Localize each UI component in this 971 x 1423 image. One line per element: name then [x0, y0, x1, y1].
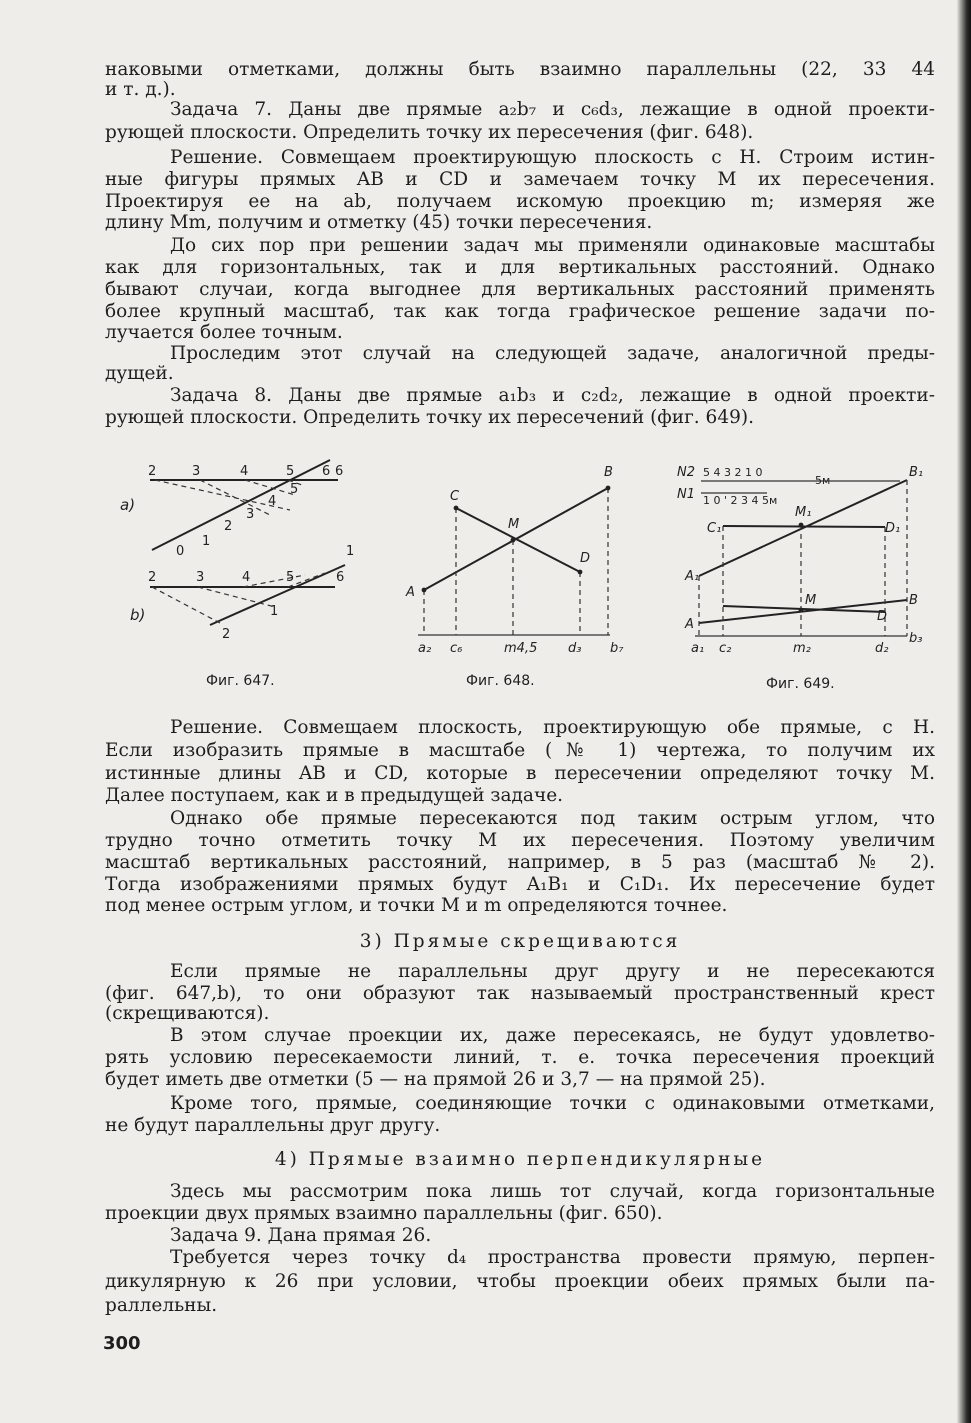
- fig649-scale-ticks: 1 0 ' 2 3 4 5м: [703, 494, 778, 507]
- fig649-scale-label: N2: [677, 465, 695, 480]
- fig647-b-mark: 1: [346, 544, 355, 559]
- fig647-a-top: 3: [192, 464, 201, 479]
- text-line: Если прямые не параллельны друг другу и не пересекаются: [170, 961, 935, 982]
- fig649-point: D₁: [885, 521, 901, 536]
- fig649-base: d₂: [875, 641, 889, 656]
- fig649-point: B: [909, 593, 918, 608]
- fig647-a-low: 1: [202, 534, 211, 549]
- text-line: Если изобразить прямые в масштабе (№ 1) чертежа, то получим их: [105, 740, 935, 761]
- text-line: Проектируя ее на ab, получаем искомую проекцию m; измеряя же: [105, 191, 935, 212]
- fig647-a-top: 5: [286, 464, 295, 479]
- text-line: истинные длины AB и CD, которые в пересечении определяют точку M.: [105, 763, 935, 784]
- fig649-scale-ticks: 5 4 3 2 1 0: [703, 466, 763, 479]
- text-line: дикулярную к 26 при условии, чтобы проекции обеих прямых были па-: [105, 1271, 935, 1292]
- text-line: Требуется через точку d₄ пространства провести прямую, перпен-: [170, 1247, 935, 1268]
- fig649-scale-label: N1: [677, 487, 695, 502]
- text-line: Решение. Совмещаем плоскость, проектирующую обе прямые, с H.: [170, 717, 935, 738]
- fig648-base: b₇: [610, 641, 624, 656]
- text-line: Проследим этот случай на следующей задаче, аналогичной преды-: [170, 343, 935, 364]
- fig648-point: D: [580, 551, 591, 566]
- fig647-b-top: 4: [242, 570, 251, 585]
- text-line: До сих пор при решении задач мы применяли одинаковые масштабы: [170, 235, 935, 256]
- text-line: наковыми отметками, должны быть взаимно параллельны (22, 33 44: [105, 59, 935, 80]
- fig647-b-top: 6: [336, 570, 345, 585]
- text-line: раллельны.: [105, 1295, 218, 1316]
- fig649-point: A₁: [685, 569, 700, 584]
- figure-caption: Фиг. 647.: [206, 673, 275, 689]
- text-line: Здесь мы рассмотрим пока лишь тот случай, когда горизонтальные: [170, 1181, 935, 1202]
- text-line: бывают случаи, когда выгоднее для вертикальных расстояний применять: [105, 279, 935, 300]
- text-line: В этом случае проекции их, даже пересекаясь, не будут удовлетво-: [170, 1025, 935, 1046]
- text-line: рующей плоскости. Определить точку их пересечений (фиг. 649).: [105, 407, 754, 428]
- fig648-base: a₂: [418, 641, 432, 656]
- fig647-a-top: 4: [240, 464, 249, 479]
- text-line: Однако обе прямые пересекаются под таким острым углом, что: [170, 808, 935, 829]
- fig647-a-low: 0: [176, 544, 185, 559]
- figure-caption: Фиг. 648.: [466, 673, 535, 689]
- fig647-b-top: 2: [148, 570, 157, 585]
- text-line: Задача 8. Даны две прямые a₁b₃ и c₂d₂, лежащие в одной проекти-: [170, 385, 935, 406]
- fig647-b-top: 3: [196, 570, 205, 585]
- text-line: Кроме того, прямые, соединяющие точки с одинаковыми отметками,: [170, 1093, 935, 1114]
- fig647-b-low: 2: [222, 627, 231, 642]
- fig648-point: C: [450, 489, 460, 504]
- text-line: Тогда изображениями прямых будут A₁B₁ и C₁D₁. Их пересечение будет: [105, 874, 935, 895]
- fig647-b-low: 1: [270, 604, 279, 619]
- text-line: будет иметь две отметки (5 — на прямой 26 и 3,7 — на прямой 25).: [105, 1069, 766, 1090]
- fig647-b-top: 5: [286, 570, 295, 585]
- text-line: лучается более точным.: [105, 322, 343, 343]
- fig648-point: A: [406, 585, 415, 600]
- fig647-a-low: 5: [290, 482, 299, 497]
- text-line: трудно точно отметить точку M их пересечения. Поэтому увеличим: [105, 830, 935, 851]
- text-line: ные фигуры прямых AB и CD и замечаем точку M их пересечения.: [105, 169, 935, 190]
- text-line: как для горизонтальных, так и для вертикальных расстояний. Однако: [105, 257, 935, 278]
- text-line: Задача 7. Даны две прямые a₂b₇ и c₆d₃, лежащие в одной проекти-: [170, 99, 935, 120]
- fig647-a-top: 6: [322, 464, 331, 479]
- text-line: (скрещиваются).: [105, 1003, 270, 1024]
- text-line: более крупный масштаб, так как тогда графическое решение задачи по-: [105, 301, 935, 322]
- text-line: Задача 9. Дана прямая 26.: [170, 1225, 432, 1246]
- text-line: проекции двух прямых взаимно параллельны (фиг. 650).: [105, 1203, 663, 1224]
- figure-647: [110, 455, 360, 665]
- fig648-point: M: [508, 517, 520, 532]
- text-line: Решение. Совмещаем проектирующую плоскость с H. Строим истин-: [170, 147, 935, 168]
- text-line: под менее острым углом, и точки M и m определяются точнее.: [105, 895, 728, 916]
- fig649-base: m₂: [793, 641, 811, 656]
- text-line: длину Mm, получим и отметку (45) точки пересечения.: [105, 212, 653, 233]
- text-line: рять условию пересекаемости линий, т. е. точка пересечения проекций: [105, 1047, 935, 1068]
- fig649-point: B₁: [909, 465, 924, 480]
- text-line: масштаб вертикальных расстояний, например, в 5 раз (масштаб № 2).: [105, 852, 935, 873]
- figure-caption: Фиг. 649.: [766, 676, 835, 692]
- page-edge-shadow: [957, 0, 971, 1423]
- fig647-a-top: 6: [335, 464, 344, 479]
- fig649-base: a₁: [691, 641, 705, 656]
- fig648-point: B: [604, 465, 613, 480]
- fig647-a-top: 2: [148, 464, 157, 479]
- fig649-base: c₂: [719, 641, 732, 656]
- figure-649: [675, 460, 935, 660]
- fig647-a-low: 2: [224, 519, 233, 534]
- fig647-b-label: b): [130, 606, 146, 624]
- fig648-base: m4,5: [504, 641, 538, 656]
- text-line: и т. д.).: [105, 79, 176, 100]
- fig647-a-low: 4: [268, 494, 277, 509]
- text-line: рующей плоскости. Определить точку их пересечения (фиг. 648).: [105, 122, 754, 143]
- text-line: не будут параллельны друг другу.: [105, 1115, 441, 1136]
- section-heading: 4) Прямые взаимно перпендикулярные: [274, 1149, 766, 1170]
- fig648-base: c₆: [450, 641, 463, 656]
- fig649-base: b₃: [909, 631, 923, 646]
- figure-648: [400, 460, 624, 660]
- fig649-point: M₁: [795, 505, 812, 520]
- text-line: дущей.: [105, 363, 174, 384]
- fig649-point: M: [805, 593, 817, 608]
- fig649-point: A: [685, 617, 694, 632]
- fig649-point: C₁: [707, 521, 722, 536]
- text-line: (фиг. 647,b), то они образуют так называемый пространственный крест: [105, 983, 935, 1004]
- fig648-base: d₃: [568, 641, 582, 656]
- fig649-scale-unit: 5м: [815, 474, 831, 487]
- section-heading: 3) Прямые скрещиваются: [359, 931, 681, 952]
- fig647-a-label: a): [120, 496, 136, 514]
- page-number: 300: [103, 1333, 141, 1354]
- fig647-a-low: 3: [246, 507, 255, 522]
- text-line: Далее поступаем, как и в предыдущей задаче.: [105, 785, 564, 806]
- fig649-point: D: [877, 609, 888, 624]
